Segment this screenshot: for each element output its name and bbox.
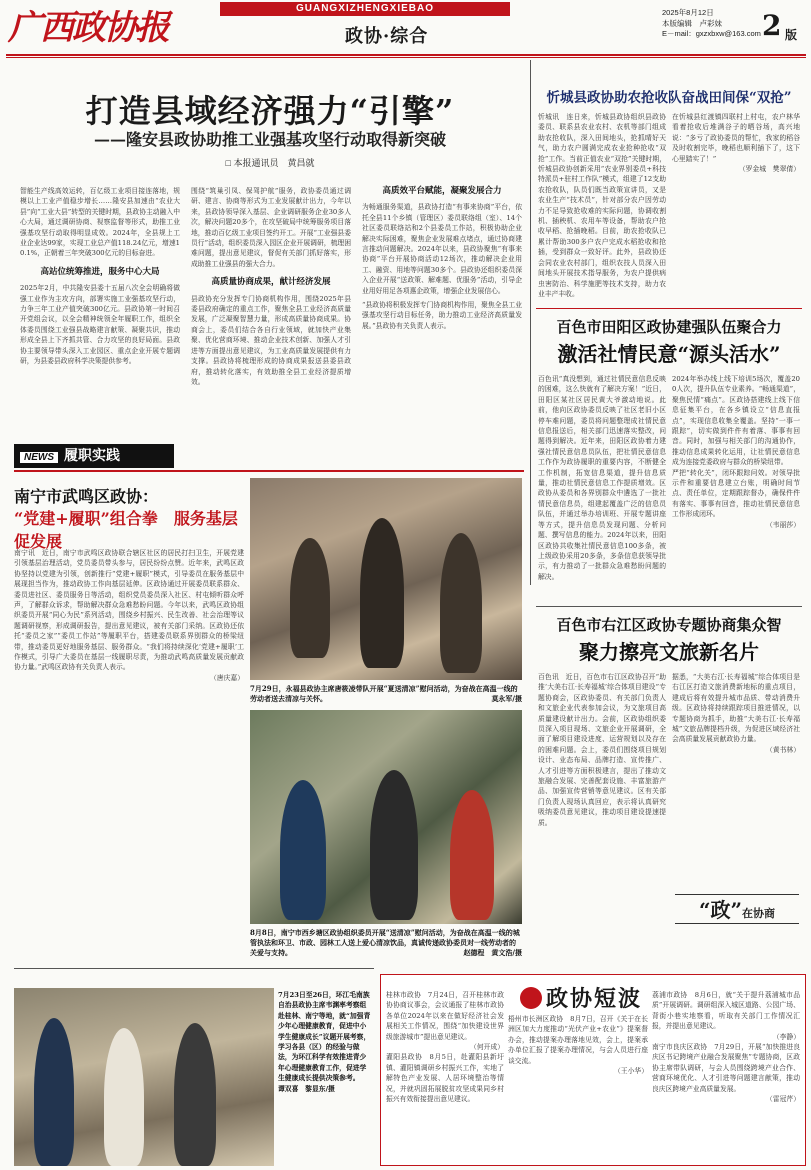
page-ban: 版 <box>785 28 798 42</box>
photo-figure <box>280 780 326 920</box>
youjiang-text: 百色讯 近日，百色市右江区政协召开“助推‘大美右江·长寿福城’综合体项目建设”专题协商会，区政协委员、有关部门负责人和文旅企业代表参加会议，为文旅项目高质量建设献计出力。会前，区政协组织委员深入项目现场、文旅企业开展调研，全面了解项目建设进度、运营规划以及存在的困难问题。会上，委员们围绕项目规划设计、业态布局、品牌打造、宣传推广、人才引进等方面积极建言，提出了推动文旅融合发展、完善配套设施、丰富旅游产品、加强宣传营销等意见建议。区有关部门负责人现场认真回应，表示将认真研究吸纳委员意见建议，推动项目建设提速提质。 <box>538 673 666 827</box>
photo-yongfu <box>250 478 522 680</box>
short-guanyang: 灌阳县政协 8月5日，赴灌阳县新圩镇、灌阳镇调研乡村振兴工作，实地了解特色产业发展、人居环境整治等情况，并就巩固拓展脱贫攻坚成果同乡村振兴有效衔接提出意见建议。 <box>386 1053 504 1104</box>
photo2-caption-text: 8月8日，南宁市西乡塘区政协组织委员开展“送清凉”慰问活动，为奋战在高温一线的城管执法和环卫、市政、园林工人送上爱心清凉饮品，真诚传递政协委员对一线劳动者的关爱与支持。 <box>250 928 520 957</box>
short-li-author: （李静） <box>772 1032 800 1041</box>
issue-meta <box>662 8 761 40</box>
short-news-col-2 <box>508 1014 648 1162</box>
header-rule <box>6 54 806 56</box>
youjiang-title-2: 聚力擦亮文旅新名片 <box>579 640 759 664</box>
main-headline: 打造县域经济强力“引擎” <box>85 92 455 130</box>
nanning-author: （唐庆嘉） <box>210 673 244 682</box>
column-divider <box>530 60 531 585</box>
photo-figure <box>370 770 418 920</box>
short-liangqing: 南宁市良庆区政协 7月29日，开展“加快推进良庆区书记跨境产业融合发展聚焦”专题协商，区政协主席带队调研，与会人员围绕跨境产业合作、营商环境优化、人才引进等问题建言献策，推动良庆区跨境产业高质量发展。 <box>652 1043 800 1093</box>
news-banner <box>14 444 174 468</box>
photo-figure <box>104 1028 144 1166</box>
photo3-caption <box>278 990 373 1094</box>
main-col3-p1: 为畅通服务渠道，县政协打造“有事来协商”平台，依托全县11个乡镇（管理区）委员联络组（室）、14个社区委员联络站和2个县委员工作站，积极协助企业解决实际困难，聚焦企业发展难点堵点，通过协商建言推动问题解决。2024年以来，县政协聚焦“有事来协商”平台开展协商活动12场次，推动解决企业用工、融资、用地等问题30多个。县政协还组织委员深入企业开展“送政策、解难题、优服务”活动，引导企业用好用足各项惠企政策，增强企业发展信心。 <box>362 203 522 295</box>
zx-rest: 在协商 <box>742 907 775 920</box>
zx-quote: “政” <box>698 898 742 922</box>
youjiang-col-1 <box>538 672 666 968</box>
photo-figure <box>174 1023 216 1166</box>
tianyang-title-1: 百色市田阳区政协建强队伍聚合力 <box>556 318 782 336</box>
photo3-caption-text: 7月23日至26日，环江毛南族自治县政协主席韦渊率考察组赴桂林、南宁等地，就“加强青少年心理健康教育，促进中小学生健康成长”议题开展考察，学习各县（区）的经验与做法，为环江科学有效推进青少年心理健康教育工作，促进学生健康成长提供决策参考。 <box>278 991 371 1083</box>
photo-xixiangtang <box>250 710 522 924</box>
youjiang-col-2 <box>672 672 800 888</box>
nanning-body <box>14 548 244 953</box>
youjiang-author: （黄书林） <box>766 745 800 754</box>
main-col2-p2: 县政协充分发挥专门协商机构作用，围绕2025年县委县政府确定的重点工作，聚焦全县工业经济高质量发展，广泛凝聚智慧力量，形成高质量协商成果。协商会上，委员们结合各自行业领域，就加快产业集聚、优化营商环境、推动企业技术创新、加强人才引进等方面提出意见建议，为工业高质量发展提供有力支撑。县政协将梳理形成的协商成果报送县委县政府，推动转化落实，有效助推全县工业经济提质增效。 <box>191 294 351 386</box>
short-news-icon <box>520 987 542 1009</box>
newspaper-logo: 广西政协报 <box>8 8 168 48</box>
short-news-title <box>520 982 642 1013</box>
tianyang-title-2: 激活社情民意“源头活水” <box>557 342 781 366</box>
photo-figure <box>34 1018 74 1166</box>
xincheng-text-2: 在忻城县红渡镇四联村上村屯，农户林华看着抢收后堆满谷子的晒谷场，高兴地说：“多亏了政协委员的帮忙，我家的稻谷及时收割完毕，晚稻也顺利插下了，这下心里踏实了！” <box>672 113 800 163</box>
main-byline: □ 本报通讯员 黄昌就 <box>225 158 315 168</box>
tianyang-text-3: 严把“转化关”，闭环跟踪问效。对领导批示件和重要信息建立台账，明确时间节点、责任单位，定期跟踪督办，确保件件有落实、事事有回音，推动社情民意信息工作形成闭环。 <box>672 468 800 519</box>
zx-at-nanning-badge <box>675 894 799 924</box>
xincheng-col-2 <box>672 112 800 292</box>
xincheng-author: （罗金城 樊翠倩） <box>738 165 800 174</box>
photo-figure <box>360 518 404 668</box>
short-lipu: 荔浦市政协 8月6日，就“关于提升荔浦城市品质”开展调研。调研组深入城区道路、公园广场、背街小巷实地察看，听取有关部门工作情况汇报，并提出意见建议。 <box>652 991 800 1031</box>
photo2-credit: 赵德程 黄文浩/摄 <box>463 948 522 957</box>
tianyang-col-2 <box>672 374 800 602</box>
header-rule-thin <box>6 57 806 58</box>
photo1-caption-text: 7月29日，永福县政协主席唐筱凌带队开展“夏送清凉”慰问活动，为奋战在高温一线的劳动者送去清凉与关怀。 <box>250 684 518 703</box>
newspaper-pinyin: GUANGXIZHENGXIEBAO <box>220 2 510 16</box>
youjiang-rule <box>536 606 802 607</box>
photo3-credit: 谭双喜 黎显东/摄 <box>278 1084 335 1093</box>
main-subheadline: ——隆安县政协助推工业强基攻坚行动取得新突破 <box>93 130 446 149</box>
photo-figure <box>290 538 330 658</box>
tianyang-author: （韦丽莎） <box>766 520 800 529</box>
short-wuzhou: 梧州市长洲区政协 8月7日，召开《关于在长洲区加大力度推动“光伏产业+农业”》提案督办会，推动提案办理落地见效，会上，提案承办单位汇报了提案办理情况，与会人员进行座谈交流。 <box>508 1015 648 1065</box>
main-col3-p2: “县政协将积极发挥专门协商机构作用，聚焦全县工业强基攻坚行动目标任务，助力推动工业经济高质量发展。”县政协有关负责人表示。 <box>362 301 522 330</box>
bottom-rule <box>14 968 374 969</box>
xincheng-col-1 <box>538 112 666 298</box>
main-col1-p1: 智能生产线高效运转，百亿级工业项目接连落地，规模以上工业产值稳步增长……隆安县加速由“农业大县”向“工业大县”转型的关键时期，县政协主动融入中心大局，通过调研协商、视察监督等形式，助推工业强基攻坚行动取得明显成效。2024年，全县规上工业企业达99家，实现工业总产值118.24亿元，增速10.1%，正朝着三年突破300亿元的目标奋进。 <box>20 187 180 258</box>
nanning-text: 南宁讯 近日，南宁市武鸣区政协联合辖区社区的居民打扫卫生，开展党建引领基层治理活动，党员委员带头参与，居民纷纷点赞。近年来，武鸣区政协坚持以党建为引领，创新推行“党建+履职”模式，引导委员在服务基层中展现担当作为，推动政协工作向基层延伸。区政协通过开展委员联系群众、委员进社区、委员服务日等活动，组织党员委员深入社区、村屯倾听群众呼声，了解群众诉求，帮助解决群众急难愁盼问题。今年以来，武鸣区政协组织委员开展“同心为民”系列活动，围绕乡村振兴、民生改善、社会治理等议题调研视察，形成调研报告，提出意见建议，被有关部门采纳。区政协还依托“委员之家”“委员工作站”等履职平台，搭建委员联系界别群众的桥梁纽带，推动委员更好地服务基层、服务群众。“我们将持续深化‘党建+履职’工作模式，引导广大委员在基层一线履职尽责，为推动武鸣高质量发展贡献政协力量。”武鸣区政协有关负责人表示。 <box>14 549 244 672</box>
issue-editor: 本版编辑 卢彩妹 <box>662 18 722 28</box>
main-col-1 <box>20 186 180 436</box>
main-col-3 <box>362 186 522 448</box>
photo-figure <box>440 533 482 673</box>
news-rule <box>14 470 524 472</box>
section-title: 政协·综合 <box>345 26 429 47</box>
photo1-caption <box>250 684 522 704</box>
photo-figure <box>450 790 494 920</box>
main-col2-p1: 围绕“筑巢引凤、保驾护航”服务，政协委员通过调研、建言、协商等形式为工业发展献计出力，今年以来，县政协领导深入基层、企业调研服务企业30多人次，解决问题20多个，在攻坚破局中统筹服务项目落地，推动百亿级工业项目签约开工。开展“工业强县委员行”活动，组织委员深入园区企业开展调研，梳理困难问题，提出意见建议，督促有关部门抓好落实，形成助推工业强县的强大合力。 <box>191 187 351 268</box>
youjiang-text-2: 据悉，“大美右江·长寿福城”综合体项目是右江区打造文旅消费新地标的重点项目，建成后将有效提升城市品质、带动消费升级。区政协将持续跟踪项目推进情况，以专题协商为抓手，助推“大美右江·长寿福城”文旅品牌提档升级，为促进区域经济社会高质量发展贡献政协力量。 <box>672 673 800 744</box>
photo2-caption <box>250 928 522 958</box>
short-liangqing-author: （雷冠芹） <box>766 1095 800 1104</box>
youjiang-title-1: 百色市右江区政协专题协商集众智 <box>556 616 782 634</box>
short-news-col-1 <box>386 990 504 1162</box>
issue-date: 2025年8月12日 <box>662 8 714 17</box>
main-col3-heading: 高质效平台赋能，凝聚发展合力 <box>382 186 502 196</box>
tianyang-text-2: 2024年举办线上线下培训5场次，覆盖200人次，提升队伍专业素养。“畅通渠道”，聚焦民情“痛点”。区政协搭建线上线下信息征集平台，在各乡镇设立“信息直报点”，实现信息收集全覆盖。坚持“一事一跟踪”，切实做到件件有着落、事事有回音。同时，加强与相关部门的沟通协作，推动信息成果转化运用，让社情民意信息成为连接党委政府与群众的桥梁纽带。 <box>672 375 800 467</box>
main-col1-p2: 2025年2月，中共隆安县委十五届八次全会明确将做强工业作为主攻方向，部署实施工业强基攻坚行动，力争三年工业产值突破300亿元。县政协第一时间召开党组会议，以全会精神统领全年履职工作，组织全体委员围绕工业强县战略建言献策、凝聚共识，推动形成全县上下齐抓共管、合力攻坚的良好局面。县政协主要领导带头深入工业园区、重点企业开展专题调研，为县委县政府科学决策提供参考。 <box>20 284 180 366</box>
photo-huanjiang <box>14 988 274 1166</box>
photo1-credit: 莫永军/摄 <box>491 694 522 703</box>
tianyang-rule <box>536 308 802 309</box>
short-news-col-3 <box>652 990 800 1162</box>
issue-email: E－mail：gxzxbxw@163.com <box>662 29 761 38</box>
news-banner-text: 履职实践 <box>64 448 120 464</box>
main-col1-heading: 高站位统筹推进，服务中心大局 <box>40 266 160 277</box>
xincheng-title: 忻城县政协助农抢收队奋战田间保“双抢” <box>546 90 792 106</box>
main-col2-heading: 高质量协商成果，献计经济发展 <box>211 277 331 288</box>
main-col-2 <box>191 186 351 448</box>
tianyang-col-1 <box>538 374 666 602</box>
short-guilin-author: （何开成） <box>470 1043 504 1052</box>
short-news-title-text: 政协短波 <box>546 986 643 1012</box>
tianyang-text: 百色讯“真没想到，通过社情民意信息反映的困难，这么快就有了解决方案！”近日，田阳区某社区居民黄大爷激动地说。此前，他向区政协委员反映了社区老旧小区停车难问题，委员将问题整理成社情民意信息报送后，相关部门迅速落实整改，问题得到解决。近年来，田阳区政协着力建强社情民意信息员队伍，把社情民意信息工作作为政协履职的重要内容，不断健全工作机制，拓宽信息渠道，提升信息质量，推动社情民意信息工作提质增效。区政协从委员和各界别群众中遴选了一批社情民意信息员，组建起覆盖广泛的信息员队伍，并通过举办培训班、开展专题讲座等方式，提升信息员发现问题、分析问题、撰写信息的能力。2024年以来，田阳区政协共收集社情民意信息100多条，被上级政协采用20多条，多条信息获领导批示，有力推动了一批群众急难愁盼问题的解决。 <box>538 375 666 581</box>
short-wuzhou-author: （王小华） <box>614 1067 648 1076</box>
short-guilin: 桂林市政协 7月24日，召开桂林市政协协商议事会，会议通报了桂林市政协各单位2024年以来在做好经济社会发展相关工作情况，围绕“加快建设世界级旅游城市”提出意见建议。 <box>386 991 504 1041</box>
xincheng-text: 忻城讯 连日来，忻城县政协组织县政协委员、联系县农业农村、农机等部门组成助农抢收队，深入田间地头，抢抓晴好天气，助力农户圆满完成农业抢种抢收“双抢”工作。当前正值农业“双抢”关键时期，忻城县政协创新采用“农业界别委员+科技特派员+驻村工作队”模式，组建了12支助农抢收队，队员们既当政策宣讲员，又是农业生产“技术员”，针对部分农户因劳动力不足导致抢收难的实际问题，协调收割机、插秧机、农用车等设备，帮助农户抢收早稻、抢插晚稻。目前，助农抢收队已累计帮助300多户农户完成水稻抢收和抢插，受到群众一致好评。此外，县政协还会同农业农村部门，组织农技人员深入田间地头开展技术指导服务，为农户提供病虫害防治、科学施肥等技术支持，助力农业丰产丰收。 <box>538 113 666 298</box>
nanning-title-1: 南宁市武鸣区政协： <box>14 487 159 506</box>
page-number: 2 <box>762 9 782 42</box>
news-tag: NEWS <box>20 452 58 463</box>
nanning-title-2: “党建+履职”组合拳 服务基层促发展 <box>14 509 238 551</box>
